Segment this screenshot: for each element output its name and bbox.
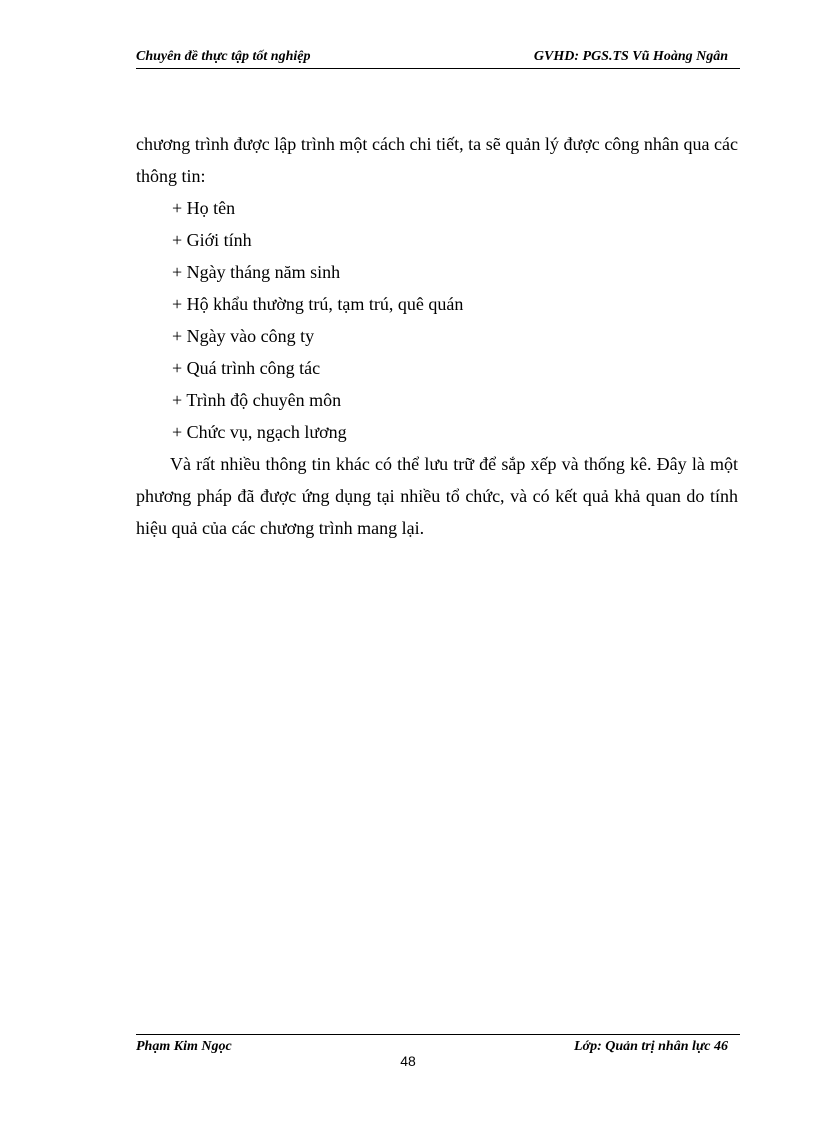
list-item: + Trình độ chuyên môn (172, 390, 342, 410)
list-item: + Họ tên (172, 198, 236, 218)
page-number: 48 (400, 1053, 416, 1069)
info-list (136, 192, 738, 448)
page-header (136, 49, 740, 69)
list-item: + Quá trình công tác (172, 358, 321, 378)
footer-divider (136, 1034, 740, 1035)
document-body (136, 128, 738, 544)
header-title: Chuyên đề thực tập tốt nghiệp (136, 49, 311, 64)
intro-paragraph: chương trình được lập trình một cách chi tiết, ta sẽ quản lý được công nhân qua các thông tin: (136, 134, 738, 186)
list-item: + Ngày tháng năm sinh (172, 262, 341, 282)
header-advisor: GVHD: PGS.TS Vũ Hoàng Ngân (533, 49, 728, 64)
footer-author: Phạm Kim Ngọc (136, 1039, 232, 1054)
footer-class: Lớp: Quản trị nhân lực 46 (574, 1039, 728, 1054)
closing-paragraph: Và rất nhiều thông tin khác có thể lưu trữ để sắp xếp và thống kê. Đây là một phương pháp đã được ứng dụng tại nhiều tổ chức, và có kết quả khả quan do tính hiệu quả của các chương trình mang lại. (136, 454, 738, 538)
list-item: + Giới tính (172, 230, 252, 250)
list-item: + Ngày vào công ty (172, 326, 315, 346)
list-item: + Chức vụ, ngạch lương (172, 422, 347, 442)
list-item: + Hộ khẩu thường trú, tạm trú, quê quán (172, 294, 464, 314)
